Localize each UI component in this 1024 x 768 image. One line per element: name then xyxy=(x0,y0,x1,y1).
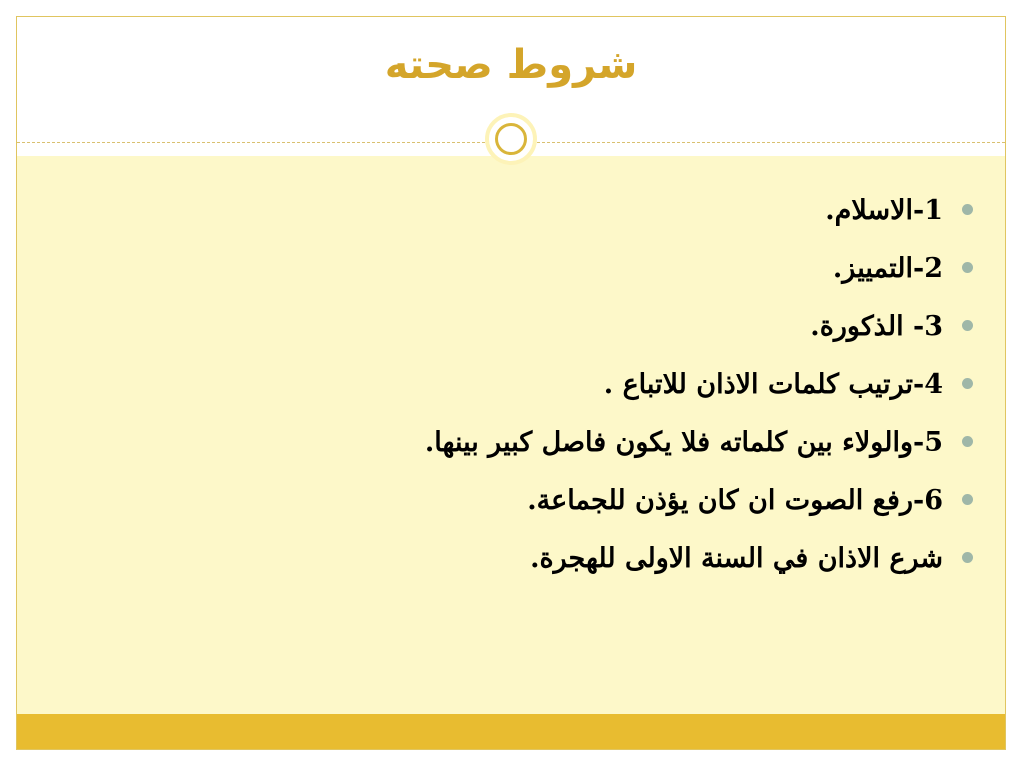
bullet-list xyxy=(273,182,973,588)
list-item-text: 6-رفع الصوت ان كان يؤذن للجماعة. xyxy=(527,485,943,516)
bullet-icon xyxy=(962,262,973,273)
list-item xyxy=(273,240,973,298)
circle-ornament-icon xyxy=(485,113,537,165)
ornament-ring xyxy=(495,123,527,155)
bullet-icon xyxy=(962,494,973,505)
list-item xyxy=(273,530,973,588)
list-item-text: 3- الذكورة. xyxy=(810,311,943,342)
list-item-text: 4-ترتيب كلمات الاذان للاتباع . xyxy=(603,369,943,400)
list-item xyxy=(273,472,973,530)
slide-title: شروط صحته xyxy=(384,42,638,88)
bullet-icon xyxy=(962,204,973,215)
bottom-accent-bar xyxy=(17,714,1005,749)
list-item-text: 1-الاسلام. xyxy=(825,195,943,226)
bullet-icon xyxy=(962,436,973,447)
list-item xyxy=(273,182,973,240)
list-item-text: 2-التمييز. xyxy=(832,253,943,284)
slide xyxy=(16,16,1006,750)
list-item xyxy=(273,356,973,414)
bullet-icon xyxy=(962,320,973,331)
list-item-text: 5-والولاء بين كلماته فلا يكون فاصل كبير بينها. xyxy=(424,427,943,458)
bullet-icon xyxy=(962,552,973,563)
list-item xyxy=(273,298,973,356)
list-item xyxy=(273,414,973,472)
bullet-icon xyxy=(962,378,973,389)
list-item-text: شرع الاذان في السنة الاولى للهجرة. xyxy=(530,543,943,574)
